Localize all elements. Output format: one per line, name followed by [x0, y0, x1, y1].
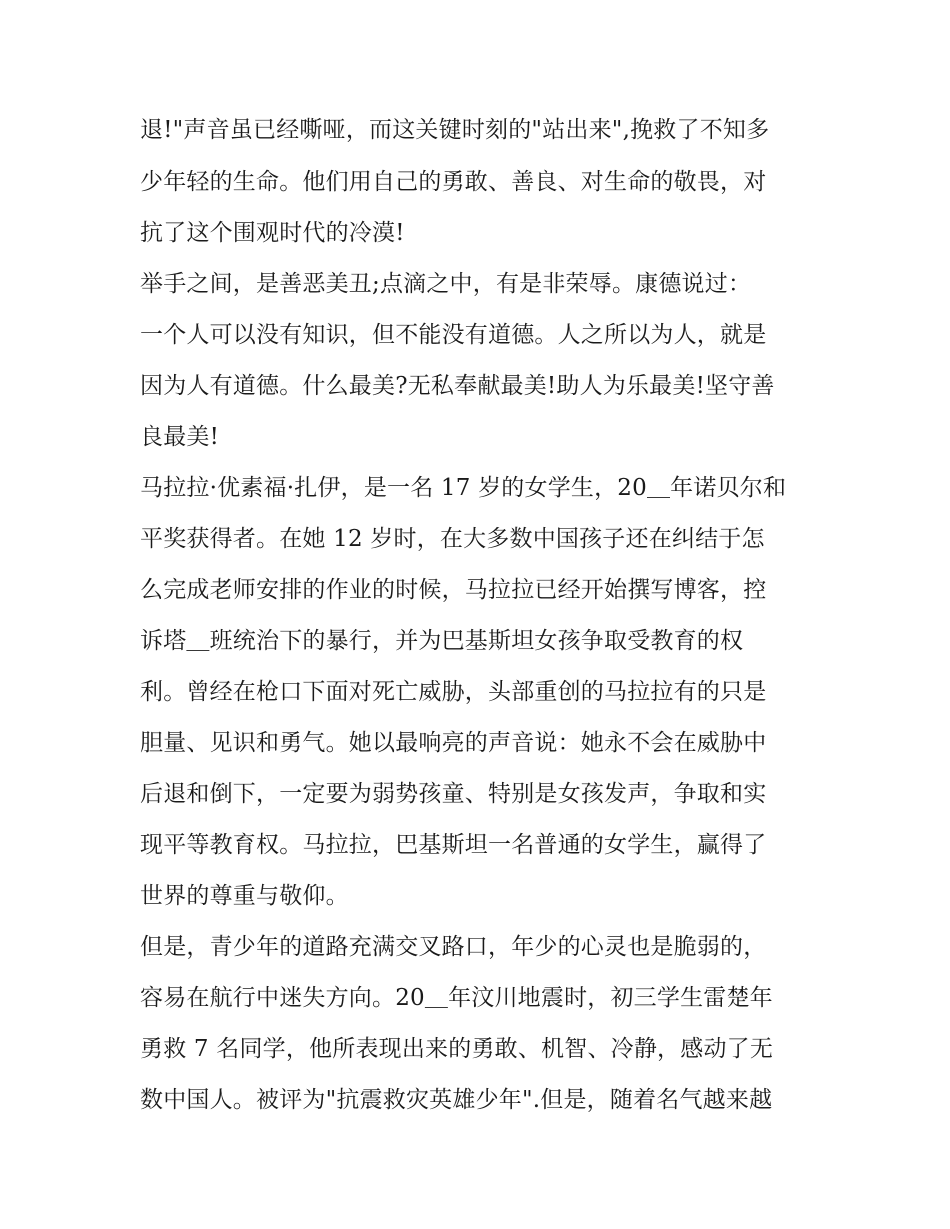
text-line: 后退和倒下，一定要为弱势孩童、特别是女孩发声，争取和实: [140, 781, 767, 807]
text-line: 因为人有道德。什么最美?无私奉献最美!助人为乐最美!坚守善: [140, 373, 775, 399]
text-line: 世界的尊重与敬仰。: [140, 883, 349, 909]
text-line: 勇救 7 名同学，他所表现出来的勇敢、机智、冷静，感动了无: [140, 1036, 774, 1062]
text-line: 抗了这个围观时代的冷漠!: [140, 220, 405, 246]
text-line: 胆量、见识和勇气。她以最响亮的声音说：她永不会在威胁中: [140, 730, 767, 756]
text-line: 利。曾经在枪口下面对死亡威胁，头部重创的马拉拉有的只是: [140, 679, 767, 705]
text-line: 一个人可以没有知识，但不能没有道德。人之所以为人，就是: [140, 322, 767, 348]
text-line: 举手之间，是善恶美丑;点滴之中，有是非荣辱。康德说过：: [140, 271, 752, 297]
text-line: 诉塔＿班统治下的暴行，并为巴基斯坦女孩争取受教育的权: [140, 628, 744, 654]
text-line: 平奖获得者。在她 12 岁时，在大多数中国孩子还在纠结于怎: [140, 526, 765, 552]
text-line: 么完成老师安排的作业的时候，马拉拉已经开始撰写博客，控: [140, 577, 767, 603]
text-line: 良最美!: [140, 424, 220, 450]
text-line: 容易在航行中迷失方向。20＿年汶川地震时，初三学生雷楚年: [140, 985, 773, 1011]
text-line: 马拉拉·优素福·扎伊，是一名 17 岁的女学生，20＿年诺贝尔和: [140, 475, 787, 501]
text-line: 但是，青少年的道路充满交叉路口，年少的心灵也是脆弱的，: [140, 934, 767, 960]
text-line: 现平等教育权。马拉拉，巴基斯坦一名普通的女学生，赢得了: [140, 832, 767, 858]
text-line: 数中国人。被评为"抗震救灾英雄少年".但是，随着名气越来越: [140, 1087, 773, 1113]
text-line: 退!"声音虽已经嘶哑，而这关键时刻的"站出来",挽救了不知多: [140, 117, 770, 143]
text-line: 少年轻的生命。他们用自己的勇敢、善良、对生命的敬畏，对: [140, 169, 767, 195]
